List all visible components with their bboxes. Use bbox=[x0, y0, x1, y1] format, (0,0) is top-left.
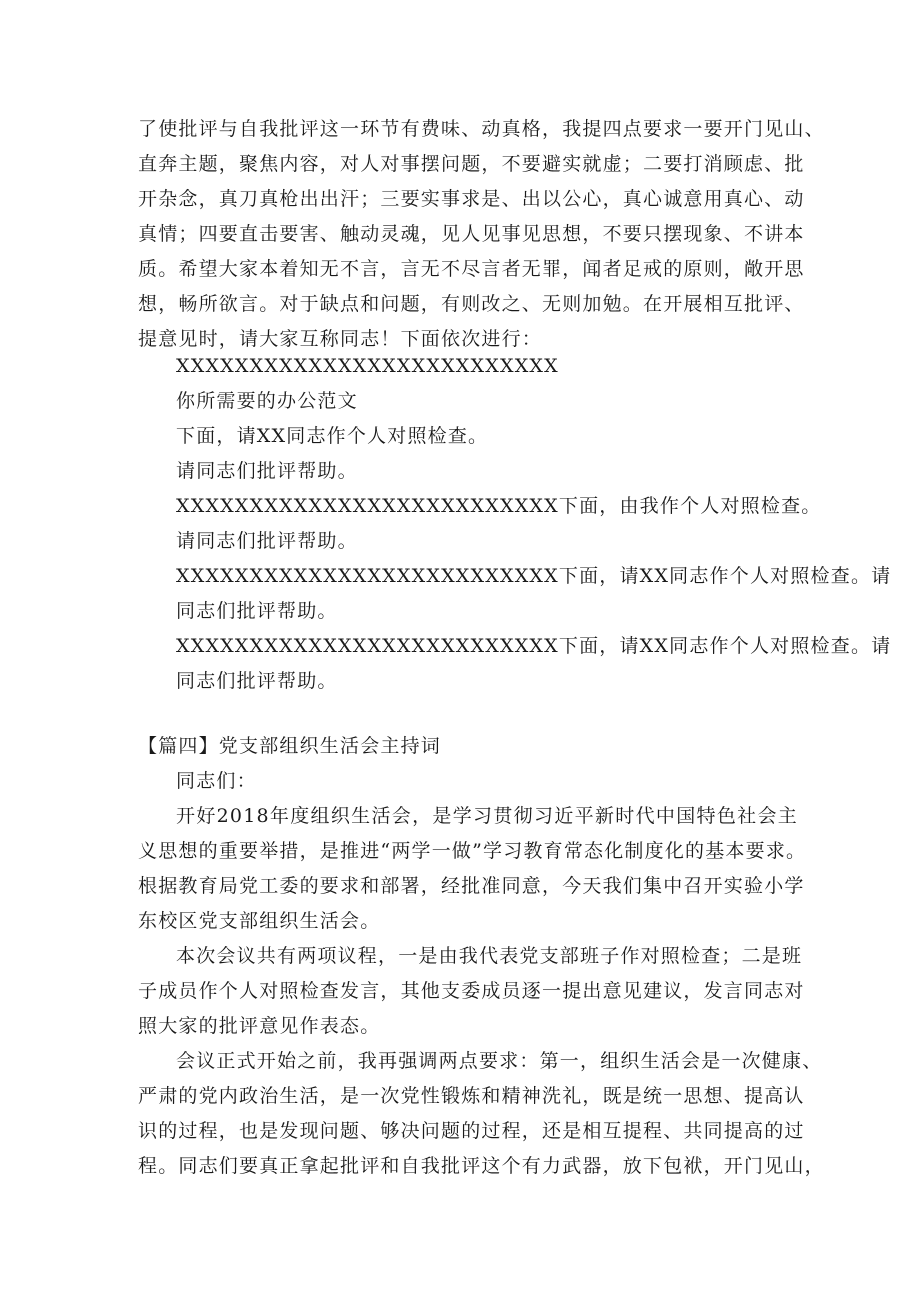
procedure-line: XXXXXXXXXXXXXXXXXXXXXXXXXX下面，由我作个人对照检查。 bbox=[176, 495, 822, 517]
section-heading: 【篇四】党支部组织生活会主持词 bbox=[138, 735, 442, 757]
paragraph-line: 开好2018年度组织生活会，是学习贯彻习近平新时代中国特色社会主 bbox=[176, 805, 798, 827]
paragraph-line: 子成员作个人对照检查发言，其他支委成员逐一提出意见建议，发言同志对 bbox=[138, 980, 805, 1002]
procedure-line: 同志们批评帮助。 bbox=[176, 600, 338, 622]
paragraph-line: 提意见时，请大家互称同志！下面依次进行： bbox=[138, 328, 543, 350]
paragraph-line: 识的过程，也是发现问题、够决问题的过程，还是相互提程、共同提高的过 bbox=[138, 1120, 805, 1142]
paragraph-line: 义思想的重要举措，是推进“两学一做”学习教育常态化制度化的基本要求。 bbox=[138, 840, 807, 862]
paragraph-line: 东校区党支部组织生活会。 bbox=[138, 910, 381, 932]
paragraph-line: 严肃的党内政治生活，是一次党性锻炼和精神洗礼，既是统一思想、提高认 bbox=[138, 1085, 805, 1107]
procedure-line: 下面，请XX同志作个人对照检查。 bbox=[176, 425, 489, 447]
salutation: 同志们： bbox=[176, 770, 257, 792]
paragraph-line: 质。希望大家本着知无不言，言无不尽言者无罪，闻者足戒的原则，敞开思 bbox=[138, 258, 805, 280]
procedure-line: 同志们批评帮助。 bbox=[176, 670, 338, 692]
procedure-line: 请同志们批评帮助。 bbox=[176, 530, 358, 552]
paragraph-line: 了使批评与自我批评这一环节有费味、动真格，我提四点要求一要开门见山、 bbox=[138, 118, 825, 140]
procedure-line: 你所需要的办公范文 bbox=[176, 390, 358, 412]
paragraph-line: 程。同志们要真正拿起批评和自我批评这个有力武器，放下包袱，开门见山， bbox=[138, 1155, 825, 1177]
procedure-line: XXXXXXXXXXXXXXXXXXXXXXXXXX bbox=[176, 355, 559, 377]
procedure-line: XXXXXXXXXXXXXXXXXXXXXXXXXX下面，请XX同志作个人对照检查。请 bbox=[176, 635, 892, 657]
paragraph-line: 照大家的批评意见作表态。 bbox=[138, 1015, 381, 1037]
paragraph-line: 会议正式开始之前，我再强调两点要求：第一，组织生活会是一次健康、 bbox=[176, 1050, 823, 1072]
procedure-line: 请同志们批评帮助。 bbox=[176, 460, 358, 482]
procedure-line: XXXXXXXXXXXXXXXXXXXXXXXXXX下面，请XX同志作个人对照检查。请 bbox=[176, 565, 892, 587]
paragraph-line: 开杂念，真刀真枪出出汗；三要实事求是、出以公心，真心诚意用真心、动 bbox=[138, 188, 805, 210]
paragraph-line: 真情；四要直击要害、触动灵魂，见人见事见思想，不要只摆现象、不讲本 bbox=[138, 223, 805, 245]
paragraph-line: 想，畅所欲言。对于缺点和问题，有则改之、无则加勉。在开展相互批评、 bbox=[138, 293, 805, 315]
paragraph-line: 根据教育局党工委的要求和部署，经批准同意，今天我们集中召开实验小学 bbox=[138, 875, 805, 897]
paragraph-line: 直奔主题，聚焦内容，对人对事摆问题，不要避实就虚；二要打消顾虑、批 bbox=[138, 153, 805, 175]
paragraph-line: 本次会议共有两项议程，一是由我代表党支部班子作对照检查；二是班 bbox=[176, 945, 803, 967]
